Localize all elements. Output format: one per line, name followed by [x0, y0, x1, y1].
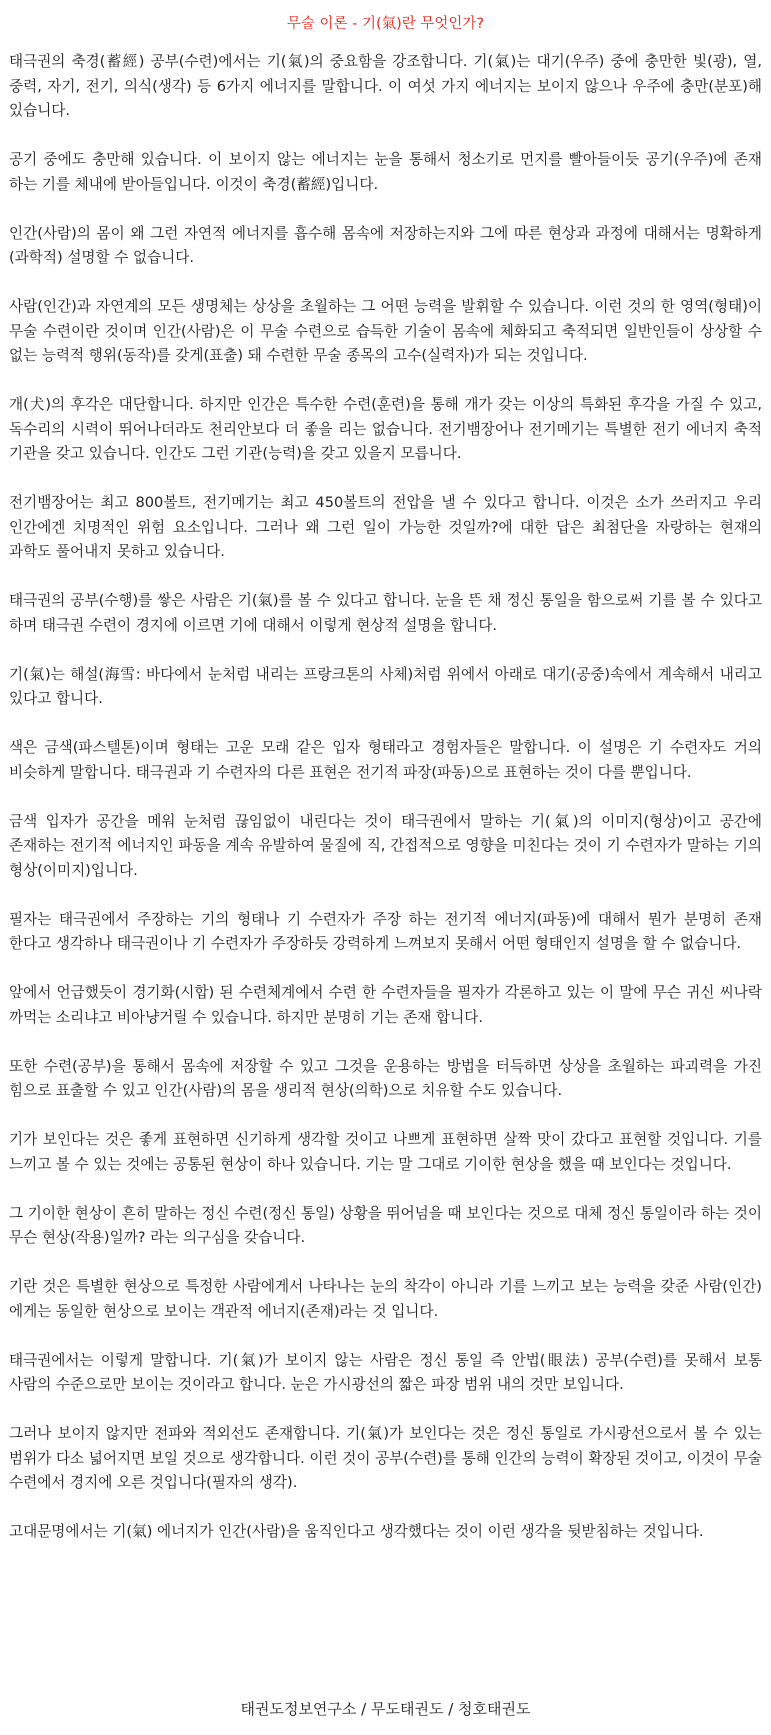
paragraph: 그 기이한 현상이 흔히 말하는 정신 수련(정신 통일) 상황을 뛰어넘을 때 보인다는 것으로 대체 정신 통일이라 하는 것이 무슨 현상(작용)일까? 라는 의구심을 갖습니다.: [9, 1204, 762, 1246]
paragraph: 태극권에서는 이렇게 말합니다. 기(氣)가 보이지 않는 사람은 정신 통일 즉 안법(眼法) 공부(수련)를 못해서 보통 사람의 수준으로만 보이는 것이라고 합니다. 눈은 가시광선의 짧은 파장 범위 내의 것만 보입니다.: [9, 1351, 762, 1393]
paragraph: 또한 수련(공부)을 통해서 몸속에 저장할 수 있고 그것을 운용하는 방법을 터득하면 상상을 초월하는 파괴력을 가진 힘으로 표출할 수 있고 인간(사람)의 몸을 생리적 현상(의학)으로 치유할 수도 있습니다.: [9, 1057, 762, 1099]
paragraph: 전기뱀장어는 최고 800볼트, 전기메기는 최고 450볼트의 전압을 낼 수 있다고 합니다. 이것은 소가 쓰러지고 우리 인간에겐 치명적인 위험 요소입니다. 그러나 왜 그런 일이 가능한 것일까?에 대한 답은 최첨단을 자랑하는 현재의 과학도 풀어내지 못하고 있습니다.: [9, 494, 762, 560]
paragraph: 공기 중에도 충만해 있습니다. 이 보이지 않는 에너지는 눈을 통해서 청소기로 먼지를 빨아들이듯 공기(우주)에 존재 하는 기를 체내에 받아들입니다. 이것이 축경(蓄經)입니다.: [9, 151, 762, 193]
paragraph: 앞에서 언급했듯이 경기화(시합) 된 수련체계에서 수련 한 수련자들을 필자가 각론하고 있는 이 말에 무슨 귀신 씨나락 까먹는 소리냐고 비아냥거릴 수 있습니다. 하지만 분명히 기는 존재 합니다.: [9, 984, 762, 1026]
paragraph: 고대문명에서는 기(氣) 에너지가 인간(사람)을 움직인다고 생각했다는 것이 이런 생각을 뒷받침하는 것입니다.: [9, 1523, 704, 1540]
article-body: [9, 50, 762, 1545]
paragraph: 개(犬)의 후각은 대단합니다. 하지만 인간은 특수한 수련(훈련)을 통해 개가 갖는 이상의 특화된 후각을 가질 수 있고, 독수리의 시력이 뛰어나더라도 천리안보다 더 좋을 리는 없습니다. 전기뱀장어나 전기메기는 특별한 전기 에너지 축적 기관을 갖고 있습니다. 인간도 그런 기관(능력)을 갖고 있을지 모릅니다.: [9, 396, 762, 462]
paragraph: 금색 입자가 공간을 메워 눈처럼 끊임없이 내린다는 것이 태극권에서 말하는 기(氣)의 이미지(형상)이고 공간에 존재하는 전기적 에너지인 파동을 계속 유발하여 물질에 직, 간접적으로 영향을 미친다는 것이 기 수련자가 말하는 기의 형상(이미지)입니다.: [9, 812, 762, 879]
paragraph: 기란 것은 특별한 현상으로 특정한 사람에게서 나타나는 눈의 착각이 아니라 기를 느끼고 보는 능력을 갖준 사람(인간)에게는 동일한 현상으로 보이는 객관적 에너지(존재)라는 것 입니다.: [9, 1278, 762, 1320]
paragraph: 기가 보인다는 것은 좋게 표현하면 신기하게 생각할 것이고 나쁘게 표현하면 살짝 맛이 갔다고 표현할 것입니다. 기를 느끼고 볼 수 있는 것에는 공통된 현상이 하나 있습니다. 기는 말 그대로 기이한 현상을 했을 때 보인다는 것입니다.: [9, 1131, 762, 1173]
paragraph: 기(氣)는 해설(海雪: 바다에서 눈처럼 내리는 프랑크톤의 사체)처럼 위에서 아래로 대기(공중)속에서 계속해서 내리고 있다고 합니다.: [9, 665, 762, 707]
footer-credits: 태권도정보연구소 / 무도태권도 / 청호태권도: [240, 1700, 531, 1718]
paragraph: 필자는 태극권에서 주장하는 기의 형태나 기 수련자가 주장 하는 전기적 에너지(파동)에 대해서 뭔가 분명히 존재 한다고 생각하나 태극권이나 기 수련자가 주장하듯 강력하게 느껴보지 못해서 어떤 형태인지 설명을 할 수 없습니다.: [9, 910, 762, 952]
paragraph: 태극권의 공부(수행)를 쌓은 사람은 기(氣)를 볼 수 있다고 합니다. 눈을 뜬 채 정신 통일을 함으로써 기를 볼 수 있다고 하며 태극권 수련이 경지에 이르면 기에 대해서 이렇게 현상적 설명을 합니다.: [9, 592, 762, 634]
article-title: 무술 이론 - 기(氣)란 무엇인가?: [286, 16, 485, 32]
paragraph: 그러나 보이지 않지만 전파와 적외선도 존재합니다. 기(氣)가 보인다는 것은 정신 통일로 가시광선으로서 볼 수 있는 범위가 다소 넓어지면 보일 것으로 생각합니다. 이런 것이 공부(수련)를 통해 인간의 능력이 확장된 것이고, 이것이 무술 수련에서 경지에 오른 것입니다(필자의 생각).: [9, 1425, 762, 1491]
paragraph: 인간(사람)의 몸이 왜 그런 자연적 에너지를 흡수해 몸속에 저장하는지와 그에 따른 현상과 과정에 대해서는 명확하게(과학적) 설명할 수 없습니다.: [9, 224, 763, 266]
paragraph: 사람(인간)과 자연계의 모든 생명체는 상상을 초월하는 그 어떤 능력을 발휘할 수 있습니다. 이런 것의 한 영역(형태)이 무술 수련이란 것이며 인간(사람)은 이 무술 수련으로 습득한 기술이 몸속에 체화되고 축적되면 일반인들이 상상할 수 없는 능력적 행위(동작)를 갖게(표출) 돼 수련한 무술 종목의 고수(실력자)가 되는 것입니다.: [9, 298, 763, 364]
paragraph: 색은 금색(파스텔톤)이며 형태는 고운 모래 같은 입자 형태라고 경험자들은 말합니다. 이 설명은 기 수련자도 거의 비슷하게 말합니다. 태극권과 기 수련자의 다른 표현은 전기적 파장(파동)으로 표현하는 것이 다를 뿐입니다.: [9, 739, 762, 781]
paragraph: 태극권의 축경(蓄經) 공부(수련)에서는 기(氣)의 중요함을 강조합니다. 기(氣)는 대기(우주) 중에 충만한 빛(광), 열, 중력, 자기, 전기, 의식(생각) 등 6가지 에너지를 말합니다. 이 여섯 가지 에너지는 보이지 않으나 우주에 충만(분포)해 있습니다.: [9, 53, 762, 119]
